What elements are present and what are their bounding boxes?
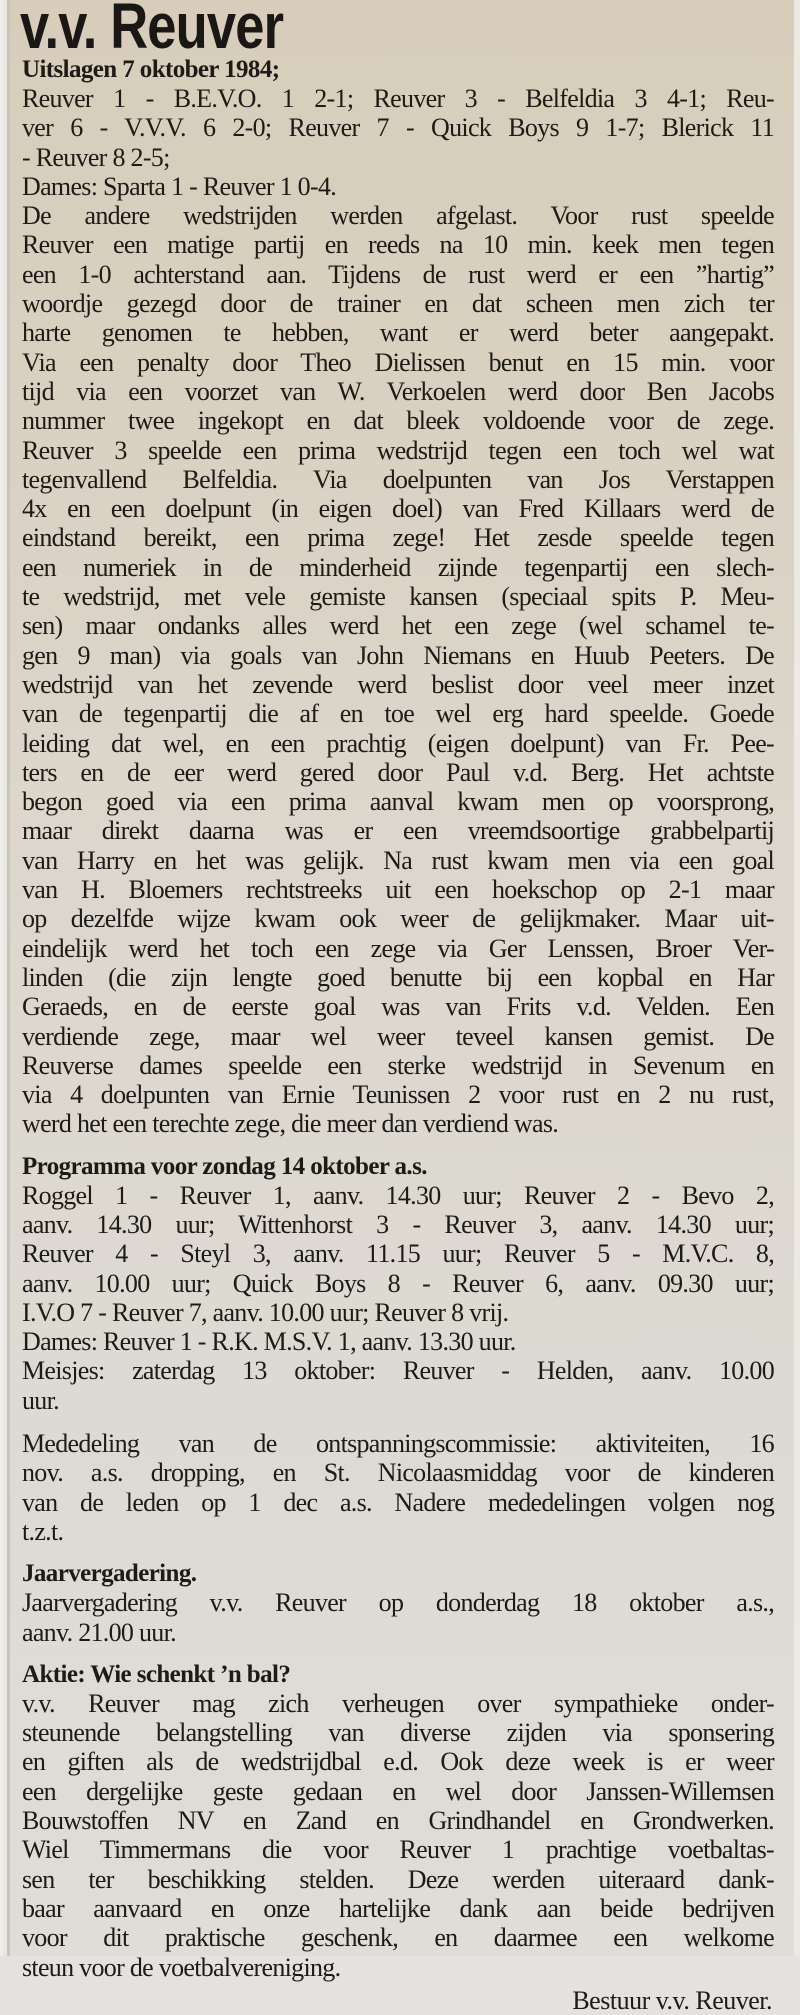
text-line: te wedstrijd, met vele gemiste kansen (speciaal spits P. Meu- [22, 582, 774, 612]
text-line: De andere wedstrijden werden afgelast. Voor rust speelde [22, 201, 774, 231]
text-line: wedstrijd van het zevende werd beslist door veel meer inzet [22, 669, 774, 699]
text-line: op dezelfde wijze kwam ook weer de gelijkmaker. Maar uit- [22, 904, 774, 934]
text-line: een 1-0 achterstand aan. Tijdens de rust werd er een ”hartig” [22, 259, 774, 289]
text-line: eindelijk werd het toch een zege via Ger Lenssen, Broer Ver- [22, 933, 774, 963]
results-heading: Uitslagen 7 oktober 1984; [22, 56, 280, 83]
text-line: tegenvallend Belfeldia. Via doelpunten van Jos Verstappen [22, 464, 774, 494]
results-text [22, 84, 774, 201]
text-line: een dergelijke geste gedaan en wel door Janssen-Willemsen [22, 1776, 774, 1806]
program-section [22, 1153, 774, 1415]
text-line: t.z.t. [22, 1516, 64, 1546]
results-line: Dames: Sparta 1 - Reuver 1 0-4. [22, 171, 337, 201]
meeting-text [22, 1588, 774, 1647]
text-line: van H. Bloemers rechtstreeks uit een hoekschop op 2-1 maar [22, 875, 774, 905]
text-line: Roggel 1 - Reuver 1, aanv. 14.30 uur; Reuver 2 - Bevo 2, [22, 1180, 774, 1210]
text-line: I.V.O 7 - Reuver 7, aanv. 10.00 uur; Reuver 8 vrij. [22, 1297, 509, 1327]
text-line: leiding dat wel, en een prachtig (eigen doelpunt) van Fr. Pee- [22, 728, 774, 758]
text-line: een numeriek in de minderheid zijnde tegenpartij een slech- [22, 552, 774, 582]
meeting-heading: Jaarvergadering. [22, 1560, 197, 1588]
text-line: linden (die zijn lengte goed benutte bij een kopbal en Har [22, 962, 774, 992]
text-line: sen) maar ondanks alles werd het een zege (wel schamel te- [22, 611, 774, 641]
signature: Bestuur v.v. Reuver. [572, 1985, 772, 2015]
text-line: 4x en een doelpunt (in eigen doel) van Fred Killaars werd de [22, 494, 774, 524]
action-text [22, 1689, 774, 1982]
text-line: werd het een terechte zege, die meer dan verdiend was. [22, 1109, 559, 1139]
clipping-right-edge [794, 0, 800, 1956]
text-line: eindstand bereikt, een prima zege! Het zesde speelde tegen [22, 523, 774, 553]
results-section [22, 56, 774, 201]
text-line: baar aanvaard en onze hartelijke dank aan beide bedrijven [22, 1893, 774, 1923]
text-line: uur. [22, 1385, 59, 1415]
announcement-text [22, 1429, 774, 1546]
text-line: ters en de eer werd gered door Paul v.d. Berg. Het achtste [22, 757, 774, 787]
text-line: van de tegenpartij die af en toe wel erg hard speelde. Goede [22, 699, 774, 729]
article [22, 0, 774, 2015]
results-line: Reuver 1 - B.E.V.O. 1 2-1; Reuver 3 - Belfeldia 3 4-1; Reu- [22, 84, 774, 113]
text-line: aanv. 21.00 uur. [22, 1617, 176, 1647]
text-line: harte genomen te hebben, want er werd beter aangepakt. [22, 318, 774, 348]
text-line: nov. a.s. dropping, en St. Nicolaasmiddag voor de kinderen [22, 1458, 774, 1488]
text-line: tijd via een voorzet van W. Verkoelen werd door Ben Jacobs [22, 376, 774, 406]
results-line: ver 6 - V.V.V. 6 2-0; Reuver 7 - Quick Boys 9 1-7; Blerick 11 [22, 113, 774, 143]
text-line: van Harry en het was gelijk. Na rust kwam men via een goal [22, 845, 774, 875]
text-line: via 4 doelpunten van Ernie Teunissen 2 voor rust en 2 nu rust, [22, 1080, 774, 1110]
text-line: Dames: Reuver 1 - R.K. M.S.V. 1, aanv. 13.30 uur. [22, 1327, 516, 1357]
text-line: en giften als de wedstrijdbal e.d. Ook deze week is er weer [22, 1747, 774, 1777]
action-heading: Aktie: Wie schenkt ’n bal? [22, 1660, 291, 1688]
text-line: van de leden op 1 dec a.s. Nadere mededelingen volgen nog [22, 1487, 774, 1517]
text-line: Wiel Timmermans die voor Reuver 1 prachtige voetbaltas- [22, 1835, 774, 1865]
text-line: nummer twee ingekopt en dat bleek voldoende voor de zege. [22, 406, 774, 436]
text-line: Meisjes: zaterdag 13 oktober: Reuver - Helden, aanv. 10.00 [22, 1356, 774, 1386]
text-line: Geraeds, en de eerste goal was van Frits v.d. Velden. Een [22, 992, 774, 1022]
text-line: Mededeling van de ontspanningscommissie: aktiviteiten, 16 [22, 1429, 774, 1459]
program-heading: Programma voor zondag 14 oktober a.s. [22, 1152, 427, 1180]
text-line: Reuver een matige partij en reeds na 10 min. keek men tegen [22, 230, 774, 260]
program-text [22, 1181, 774, 1415]
results-line: - Reuver 8 2-5; [22, 142, 170, 172]
text-line: aanv. 10.00 uur; Quick Boys 8 - Reuver 6, aanv. 09.30 uur; [22, 1268, 774, 1298]
text-line: woordje gezegd door de trainer en dat scheen men zich ter [22, 289, 774, 319]
text-line: Via een penalty door Theo Dielissen benut en 15 min. voor [22, 347, 774, 377]
club-masthead: v.v. Reuver [20, 0, 284, 62]
text-line: verdiende zege, maar wel weer teveel kansen gemist. De [22, 1021, 774, 1051]
text-line: Jaarvergadering v.v. Reuver op donderdag 18 oktober a.s., [22, 1588, 774, 1618]
text-line: sen ter beschikking stelden. Deze werden uiteraard dank- [22, 1864, 774, 1894]
text-line: steunende belangstelling van diverse zijden via sponsering [22, 1718, 774, 1748]
text-line: aanv. 14.30 uur; Wittenhorst 3 - Reuver 3, aanv. 14.30 uur; [22, 1209, 774, 1239]
text-line: Reuver 4 - Steyl 3, aanv. 11.15 uur; Reuver 5 - M.V.C. 8, [22, 1239, 774, 1269]
text-line: maar direkt daarna was er een vreemdsoortige grabbelpartij [22, 816, 774, 846]
text-line: voor dit praktische geschenk, en daarmee een welkome [22, 1923, 774, 1953]
clipping-left-edge [0, 0, 10, 1956]
text-line: begon goed via een prima aanval kwam men op voorsprong, [22, 787, 774, 817]
meeting-section [22, 1560, 774, 1647]
text-line: steun voor de voetbalvereniging. [22, 1952, 341, 1982]
match-report [22, 201, 774, 1139]
text-line: Bouwstoffen NV en Zand en Grindhandel en Grondwerken. [22, 1806, 774, 1836]
report-text [22, 201, 774, 1139]
announcement-section [22, 1429, 774, 1546]
text-line: Reuverse dames speelde een sterke wedstrijd in Sevenum en [22, 1050, 774, 1080]
action-section [22, 1661, 774, 2015]
text-line: gen 9 man) via goals van John Niemans en Huub Peeters. De [22, 640, 774, 670]
text-line: Reuver 3 speelde een prima wedstrijd tegen een toch wel wat [22, 435, 774, 465]
text-line: v.v. Reuver mag zich verheugen over sympathieke onder- [22, 1688, 774, 1718]
